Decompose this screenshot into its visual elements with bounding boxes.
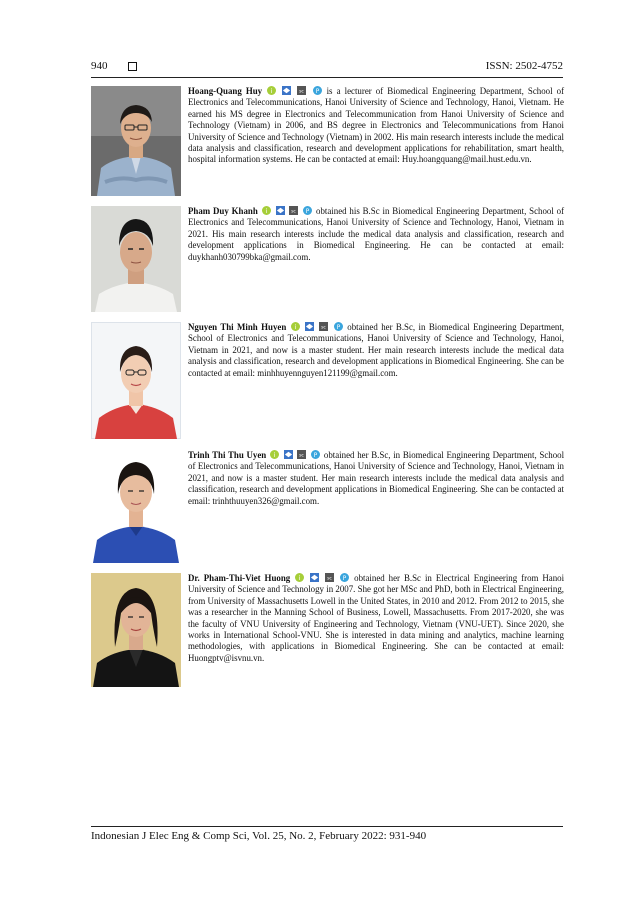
author-photo — [91, 206, 181, 312]
svg-text:i: i — [273, 451, 276, 459]
orcid-icon[interactable] — [295, 573, 304, 582]
header-rule — [91, 77, 563, 78]
google-scholar-icon[interactable] — [284, 450, 293, 459]
scopus-icon[interactable] — [297, 450, 306, 459]
bio-text — [188, 573, 564, 664]
svg-text:P: P — [336, 324, 341, 331]
bio-body: obtained his B.Sc in Biomedical Engineering Department, School of Electronics and Telecommunications, Hanoi University of Science and Technology, Hanoi, Vietnam in 2021. His main research interests include the medical data analysis and classification, research and development applications in Biomedical Engineering. He can be contacted at email: duykhanh030799bka@gmail.com. — [188, 206, 565, 262]
svg-text:P: P — [313, 452, 318, 459]
google-scholar-icon[interactable] — [305, 322, 314, 331]
author-photo — [91, 450, 181, 563]
author-name: Dr. Pham-Thi-Viet Huong — [188, 573, 291, 583]
svg-text:i: i — [265, 207, 268, 215]
svg-text:i: i — [294, 323, 297, 331]
publons-icon[interactable] — [313, 86, 322, 95]
orcid-icon[interactable] — [291, 322, 300, 331]
svg-text:sc: sc — [327, 576, 333, 582]
orcid-icon[interactable] — [262, 206, 271, 215]
google-scholar-icon[interactable] — [276, 206, 285, 215]
author-name: Hoang-Quang Huy — [188, 86, 263, 96]
page-header — [91, 60, 563, 78]
google-scholar-icon[interactable] — [310, 573, 319, 582]
journal-citation: Indonesian J Elec Eng & Comp Sci, Vol. 25, No. 2, February 2022: 931-940 — [91, 830, 427, 842]
author-photo — [91, 322, 181, 439]
scopus-icon[interactable] — [297, 86, 306, 95]
google-scholar-icon[interactable] — [282, 86, 291, 95]
svg-text:P: P — [305, 208, 310, 215]
author-photo — [91, 573, 181, 687]
bio-text — [188, 450, 564, 507]
author-name: Trinh Thi Thu Uyen — [188, 450, 267, 460]
footer-rule — [91, 826, 563, 827]
author-name: Pham Duy Khanh — [188, 206, 258, 216]
svg-text:sc: sc — [321, 325, 327, 331]
bio-body: obtained her B.Sc in Electrical Engineering from Hanoi University of Science and Technology in 2007. She got her MSc and PhD, both in Electrical Engineering, from University of Massachusetts Lowell in the United States, in 2010 and 2012. From 2012 to 2015, she was a researcher in the Manning School of Business, Lowell, Massachusetts. From 2017-2020, she was the faculty of VNU University of Engineering and Technology, Vietnam (VNU-UET). Since 2020, she works in International School-VNU. She is interested in data mining and analytics, machine learning methodologies, with applications in Biomedical Engineering. She can be contacted at email: Huongptv@isvnu.vn. — [188, 573, 565, 663]
bio-body: is a lecturer of Biomedical Engineering Department, School of Electronics and Telecommunications, Hanoi University of Science and Technology, Hanoi, Vietnam. He earned his MS degree in Electronics and Telecommunication from Hanoi University of Science and Technology (Vietnam) in 2006, and BS degree in Electronics and Telecommunications from Hanoi University of Science and Technology (Vietnam) in 2002. His main research interests include the medical data analysis and classification, research and development applications for rehabilitation, smart health, hospital information systems. He can be contacted at email: Huy.hoangquang@mail.hust.edu.vn. — [188, 86, 565, 165]
publons-icon[interactable] — [340, 573, 349, 582]
square-bullet-icon — [128, 62, 137, 71]
svg-text:P: P — [315, 88, 319, 95]
publons-icon[interactable] — [311, 450, 320, 459]
scopus-icon[interactable] — [325, 573, 334, 582]
bio-body: obtained her B.Sc, in Biomedical Engineering Department, School of Electronics and Telecommunications, Hanoi University of Science and Technology, Hanoi, Vietnam in 2021, and now is a master student. Her main research interests include the medical data analysis and classification, research and development applications in Biomedical Engineering. She can be contacted at email: minhhuyennguyen121199@gmail.com. — [188, 322, 565, 378]
orcid-icon[interactable] — [270, 450, 279, 459]
publons-icon[interactable] — [303, 206, 312, 215]
page-number: 940 — [91, 60, 108, 72]
bio-body: obtained her B.Sc, in Biomedical Engineering Department, School of Electronics and Telecommunications, Hanoi University of Science and Technology, Hanoi, Vietnam in 2021, and now is a master student. Her main research interests include the medical data analysis and classification, research and development applications in Biomedical Engineering. She can be contacted at email: trinhthuuyen326@gmail.com. — [188, 450, 565, 506]
publons-icon[interactable] — [334, 322, 343, 331]
issn: ISSN: 2502-4752 — [485, 60, 563, 72]
bio-text — [188, 206, 564, 263]
scopus-icon[interactable] — [319, 322, 328, 331]
bio-text — [188, 322, 564, 379]
author-name: Nguyen Thi Minh Huyen — [188, 322, 287, 332]
scopus-icon[interactable] — [289, 206, 298, 215]
svg-text:sc: sc — [299, 453, 305, 459]
svg-text:i: i — [270, 87, 273, 95]
svg-text:sc: sc — [299, 89, 305, 95]
bio-text — [188, 86, 564, 166]
orcid-icon[interactable] — [267, 86, 276, 95]
svg-text:i: i — [298, 574, 301, 582]
svg-text:P: P — [342, 575, 347, 582]
author-photo — [91, 86, 181, 196]
svg-text:sc: sc — [291, 209, 297, 215]
